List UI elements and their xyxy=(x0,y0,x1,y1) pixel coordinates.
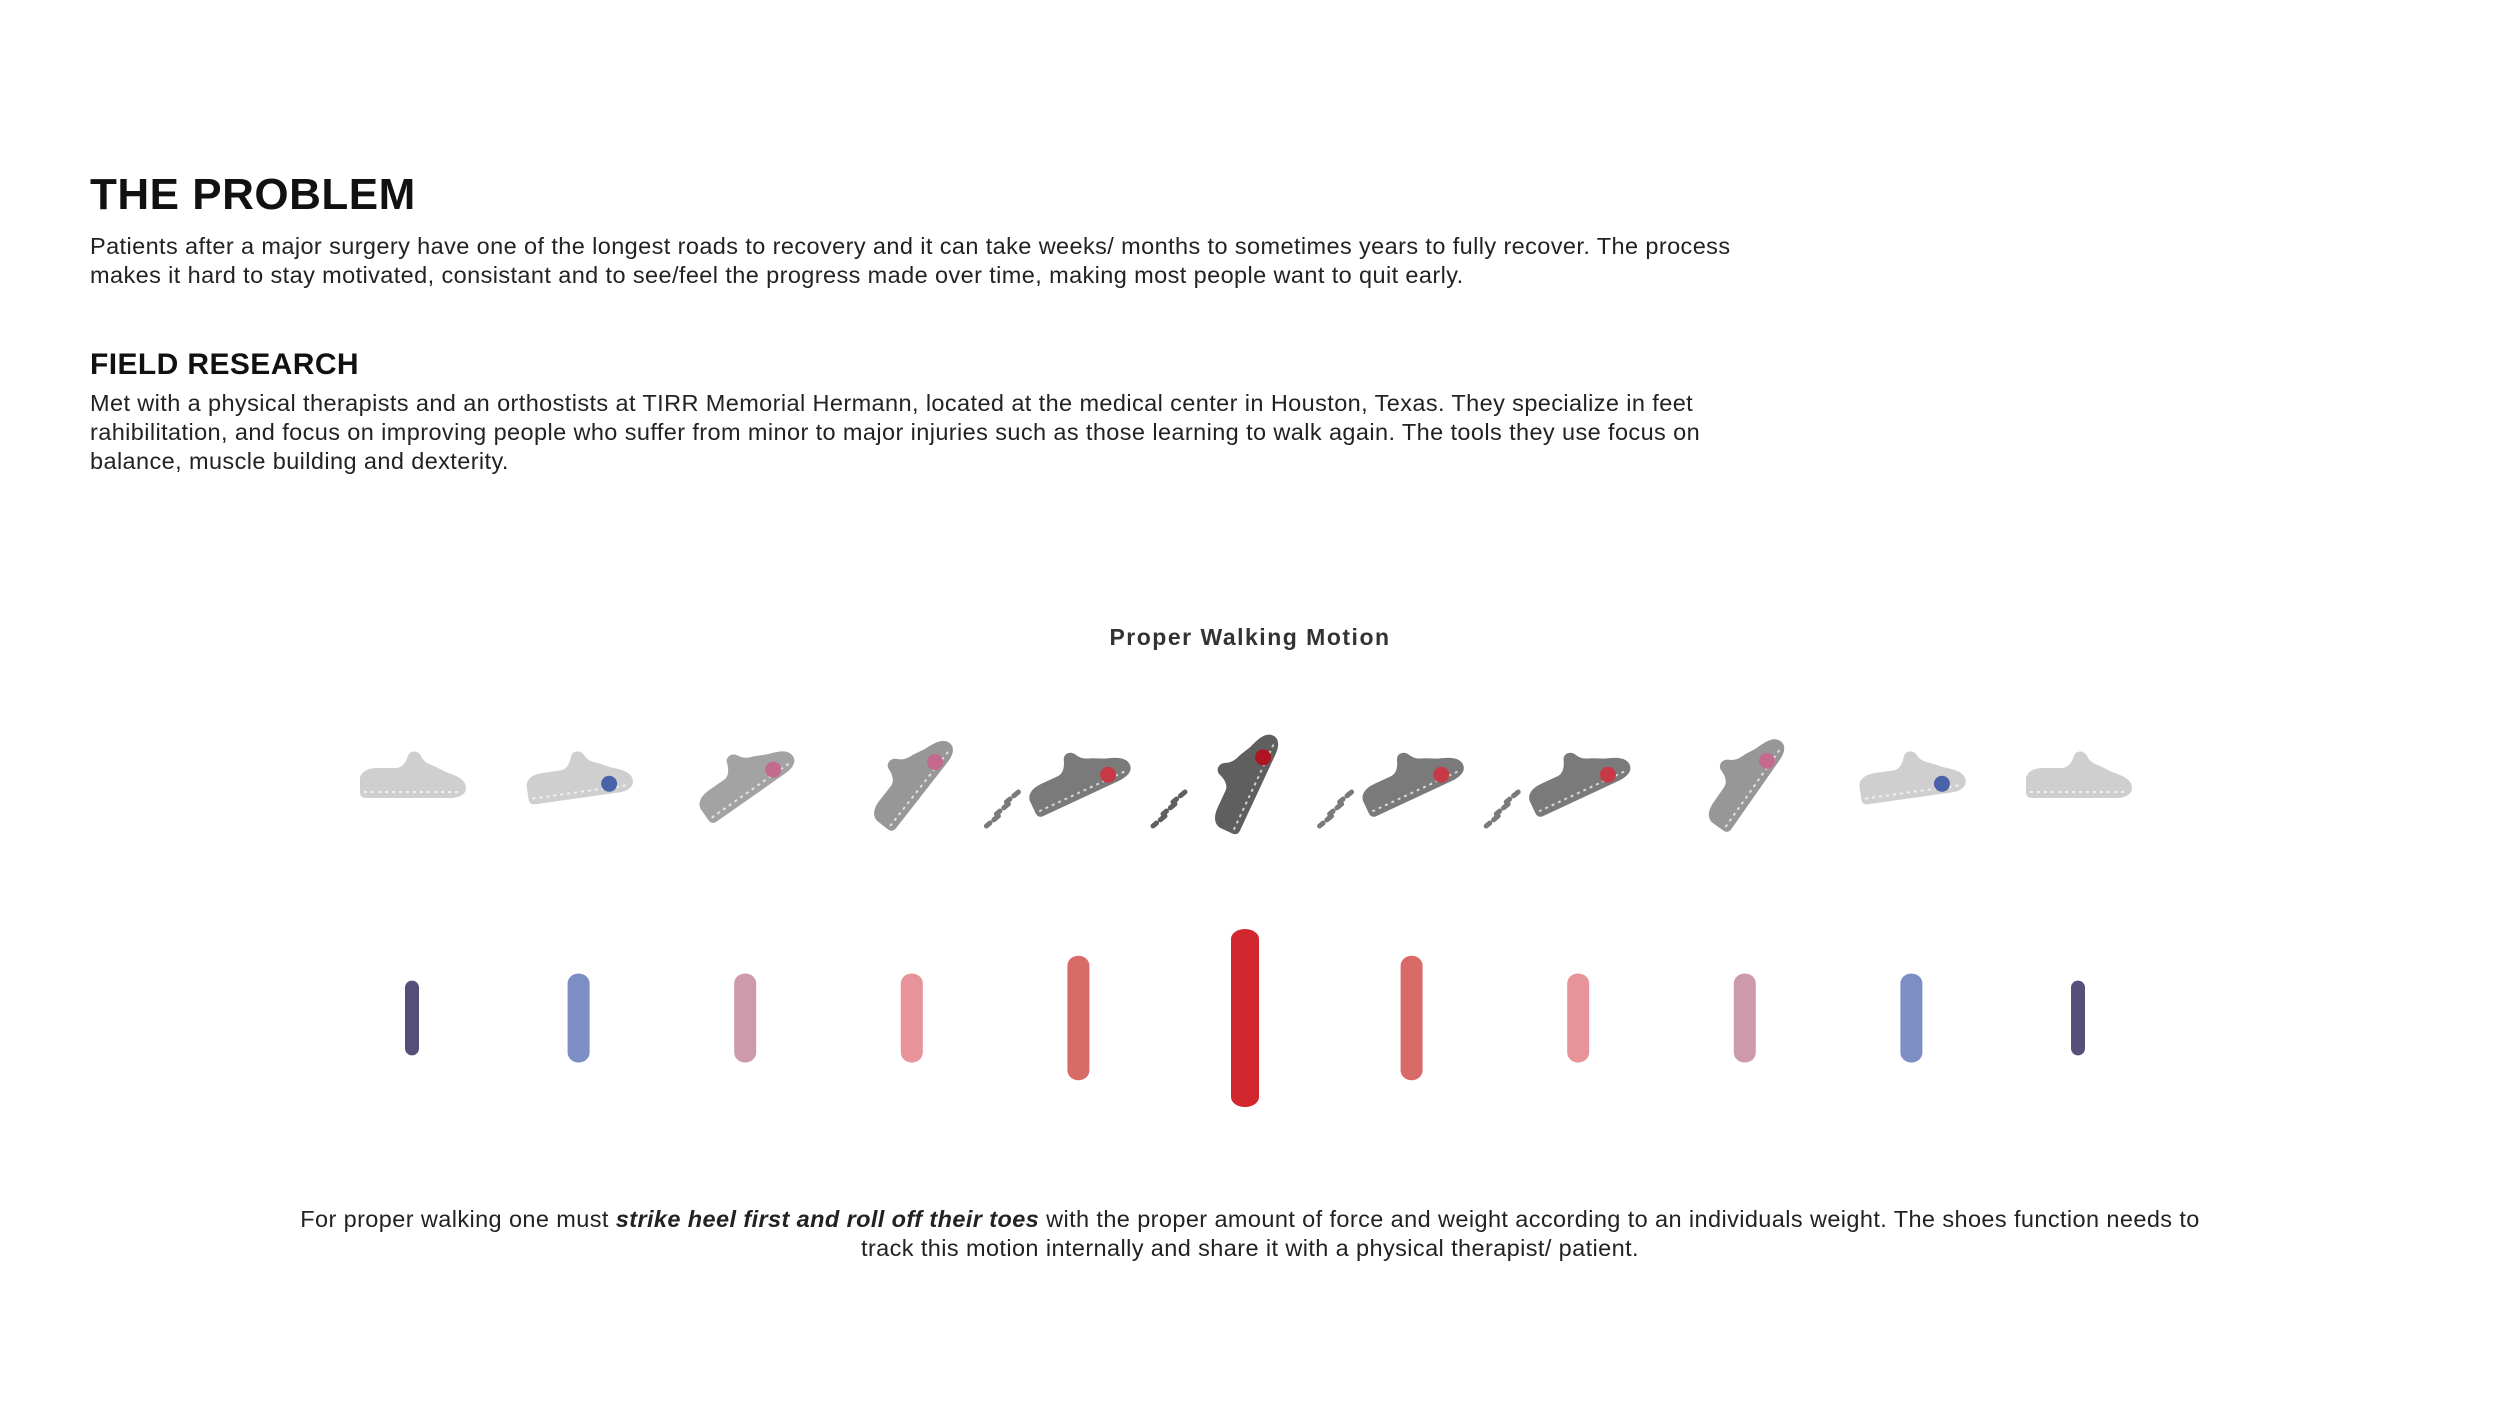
force-bar-1 xyxy=(405,981,419,1056)
shoe-icon xyxy=(685,726,799,825)
caption-text-after: with the proper amount of force and weight according to an individuals weight. The shoes function needs to track this motion internally and share it with a physical therapist/ patient. xyxy=(861,1206,2200,1261)
shoe-stage-6-icon xyxy=(1195,720,1282,836)
force-bar-8 xyxy=(1567,974,1589,1063)
shoe-stage-8-icon xyxy=(1518,732,1634,819)
shoe-stage-1-icon xyxy=(360,752,466,799)
force-bar-11 xyxy=(2071,981,2085,1056)
shoe-icon xyxy=(1856,744,1967,805)
walking-motion-diagram xyxy=(0,680,2500,1140)
force-bar-6 xyxy=(1231,929,1259,1107)
force-bar-10 xyxy=(1900,974,1922,1063)
motion-lines-icon xyxy=(1320,792,1352,826)
field-research-heading: FIELD RESEARCH xyxy=(90,348,359,381)
force-bar-4 xyxy=(901,974,923,1063)
shoe-icon xyxy=(1690,720,1789,834)
force-bar-3 xyxy=(734,974,756,1063)
motion-lines-icon xyxy=(986,792,1018,826)
shoe-stage-9-icon xyxy=(1690,720,1789,834)
field-research-body: Met with a physical therapists and an orthostists at TIRR Memorial Hermann, located at the medical center in Houston, Texas. They specialize in feet rahibilitation, and focus on improving people who suffer from minor to major injuries such as those learning to walk again. The tools they use focus on balance, muscle building and dexterity. xyxy=(90,390,1701,474)
force-bar-5 xyxy=(1067,956,1089,1081)
problem-body: Patients after a major surgery have one of the longest roads to recovery and it can take weeks/ months to sometimes years to fully recover. The process makes it hard to stay motivated, consistant and to see/feel the progress made over time, making most people want to quit early. xyxy=(90,233,1731,288)
problem-heading: THE PROBLEM xyxy=(90,170,416,219)
caption-emphasis: strike heel first and roll off their toes xyxy=(615,1206,1040,1232)
shoe-stage-11-icon xyxy=(2026,752,2132,799)
shoe-stage-3-icon xyxy=(685,726,799,825)
shoe-stage-5-icon xyxy=(1018,732,1134,819)
motion-lines-icon xyxy=(1486,792,1518,826)
force-bar-2 xyxy=(568,974,590,1063)
diagram-title: Proper Walking Motion xyxy=(1109,624,1391,650)
walking-caption xyxy=(300,1205,2200,1263)
shoe-stage-7-icon xyxy=(1352,732,1468,819)
motion-lines-icon xyxy=(1153,792,1185,826)
shoe-icon xyxy=(1195,720,1282,836)
caption-text-before: For proper walking one must xyxy=(300,1206,616,1232)
shoe-icon xyxy=(856,721,958,833)
force-bar-7 xyxy=(1401,956,1423,1081)
shoe-stage-10-icon xyxy=(1856,744,1967,805)
shoe-stage-4-icon xyxy=(856,721,958,833)
force-bar-9 xyxy=(1734,974,1756,1063)
shoe-stage-2-icon xyxy=(523,744,634,805)
shoe-icon xyxy=(523,744,634,805)
